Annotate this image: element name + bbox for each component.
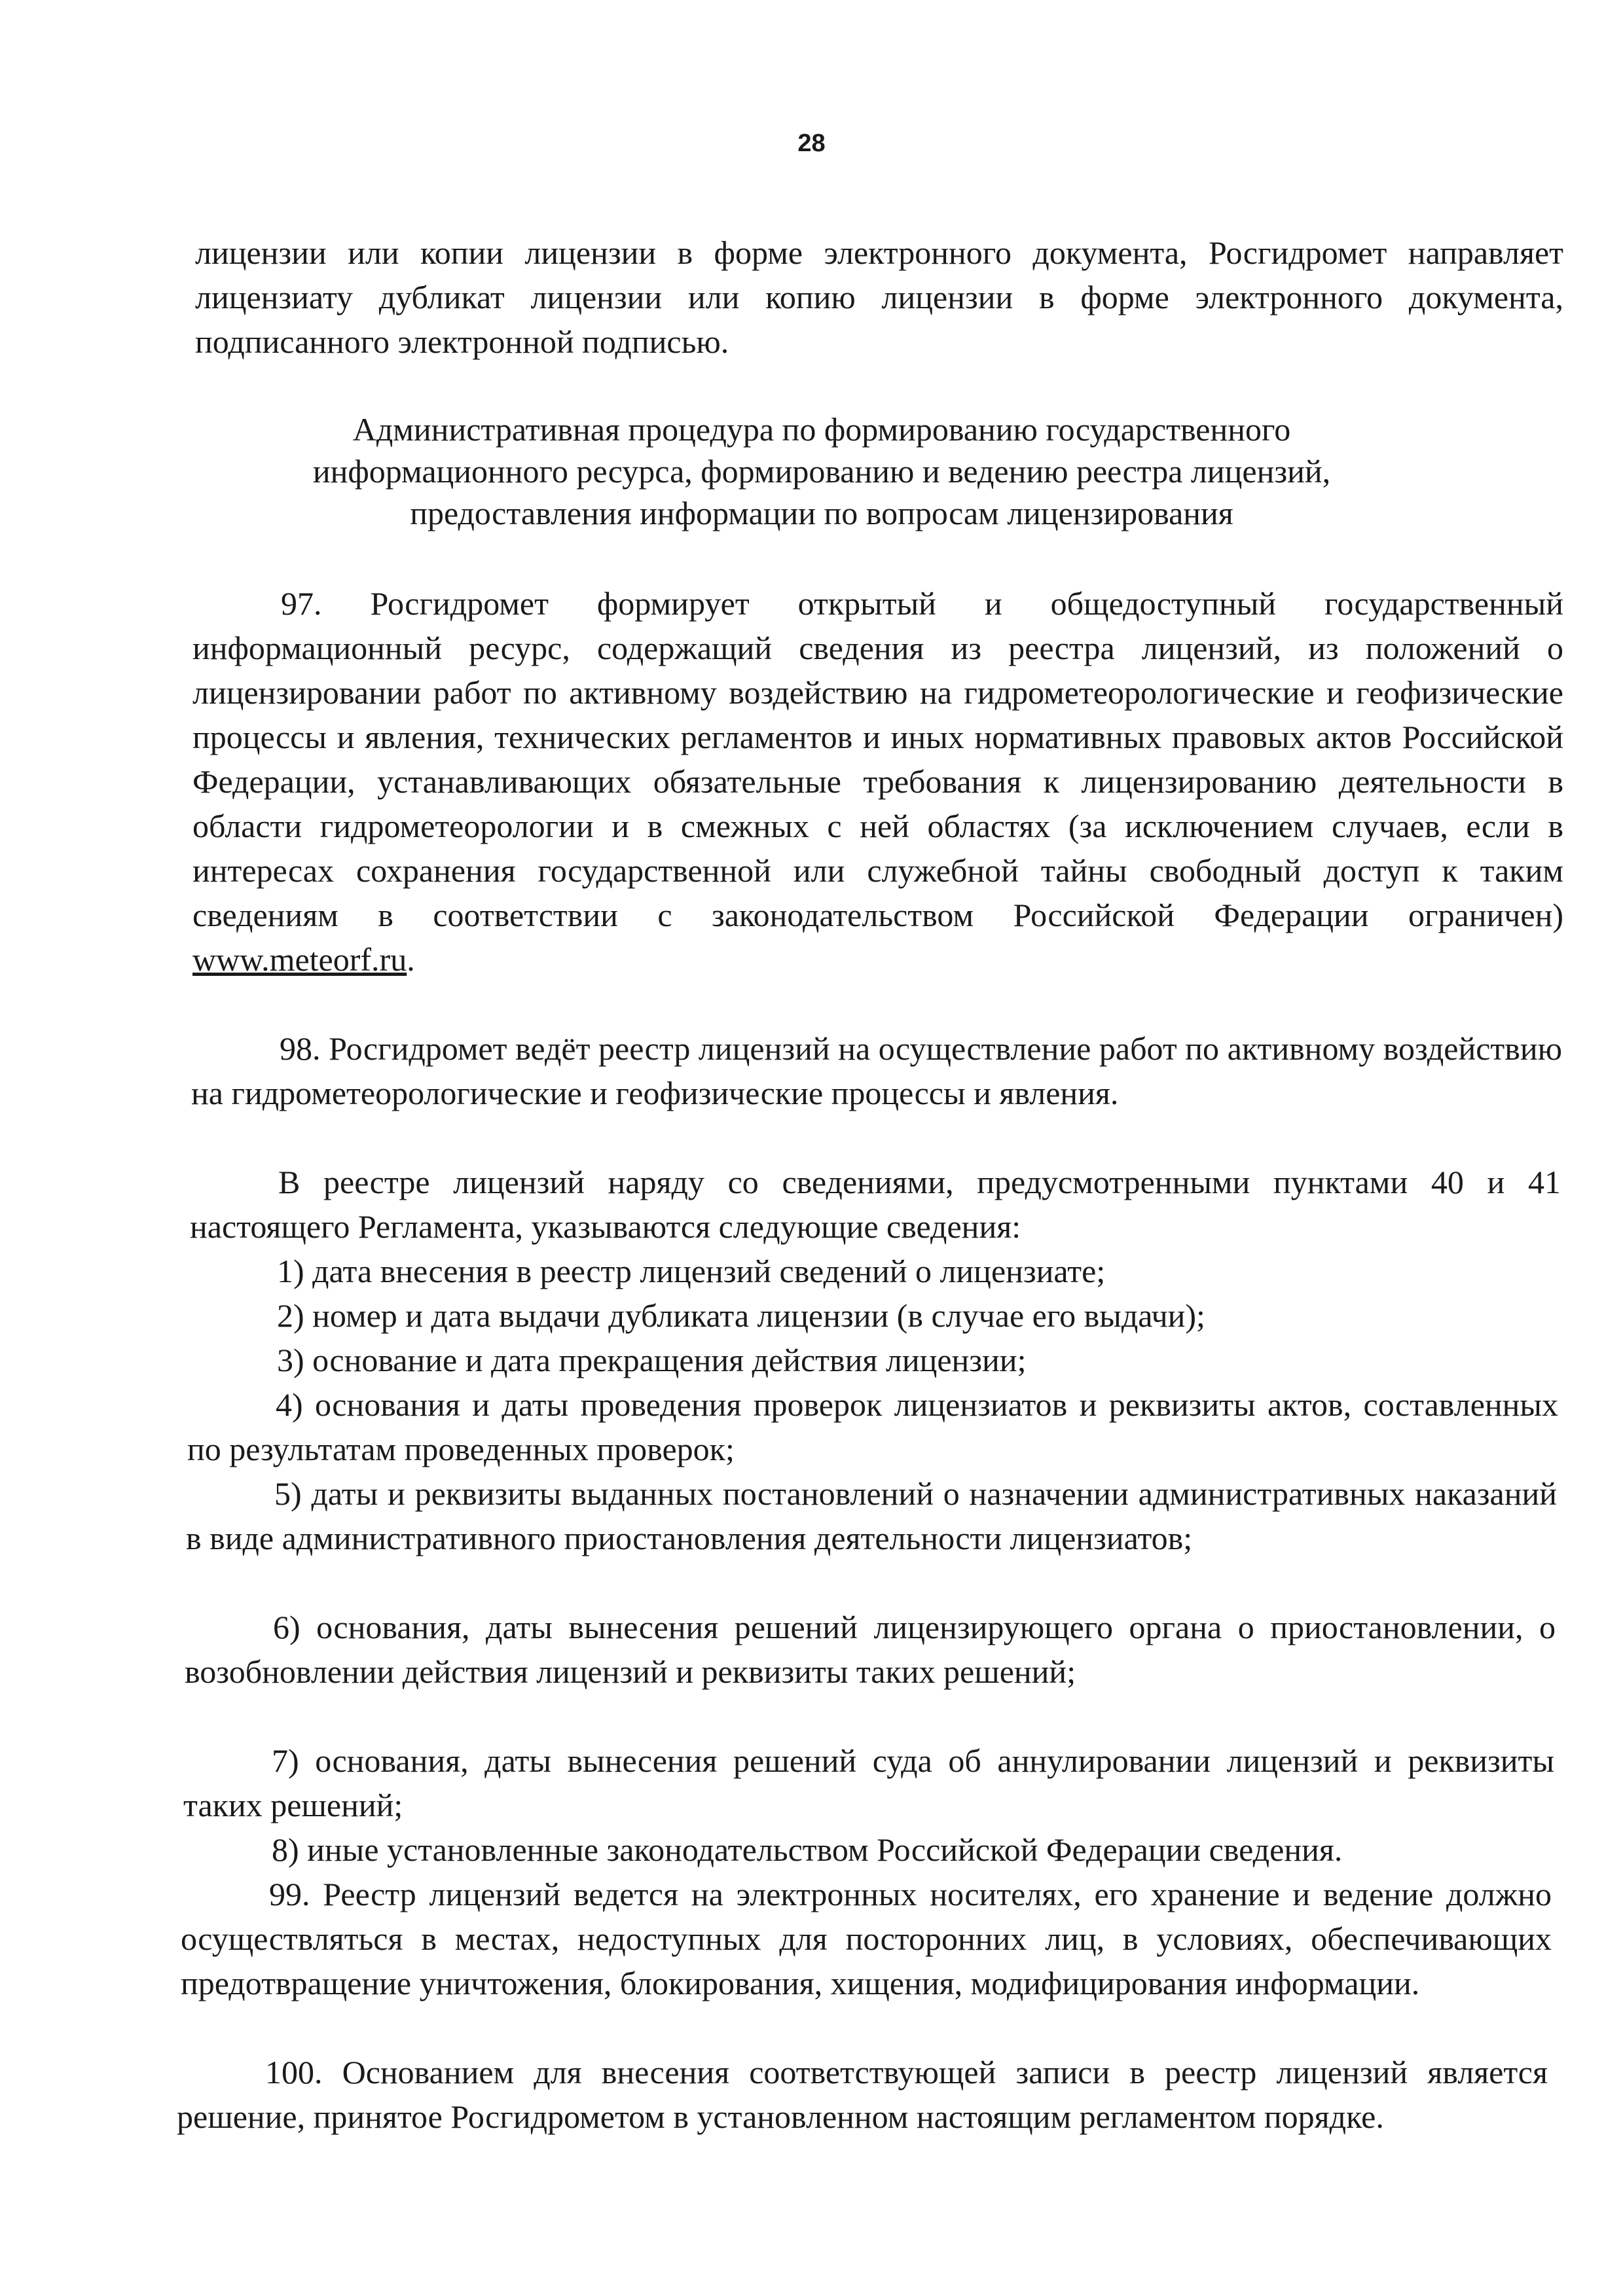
list-item-6: 6) основания, даты вынесения решений лицензирующего органа о приостановлении, о возобновлении действия лицензий и реквизиты таких решений; bbox=[185, 1609, 1556, 1690]
paragraph-98: 98. Росгидромет ведёт реестр лицензий на осуществление работ по активному воздействию на гидрометеорологические и геофизические процессы и явления. bbox=[191, 1030, 1562, 1111]
section-title-line-1: Административная процедура по формированию государственного bbox=[352, 411, 1291, 448]
page-number: 28 bbox=[797, 130, 826, 157]
section-title-line-2: информационного ресурса, формированию и ведению реестра лицензий, bbox=[312, 453, 1331, 490]
meteorf-link[interactable]: www.meteorf.ru bbox=[192, 941, 407, 978]
paragraph-100: 100. Основанием для внесения соответствующей записи в реестр лицензий является решение, принятое Росгидрометом в установленном настоящим регламентом порядке. bbox=[177, 2054, 1548, 2135]
intro-paragraph: лицензии или копии лицензии в форме электронного документа, Росгидромет направляет лицензиату дубликат лицензии или копию лицензии в форме электронного документа, подписанного электронной подписью. bbox=[195, 234, 1563, 360]
paragraph-97-tail: . bbox=[407, 941, 415, 978]
list-item-8: 8) иные установленные законодательством Российской Федерации сведения. bbox=[272, 1831, 1343, 1868]
registry-intro: В реестре лицензий наряду со сведениями, предусмотренными пунктами 40 и 41 настоящего Регламента, указываются следующие сведения: bbox=[190, 1164, 1561, 1245]
paragraph-97 bbox=[192, 581, 1563, 982]
list-item-1: 1) дата внесения в реестр лицензий сведений о лицензиате; bbox=[277, 1253, 1106, 1289]
list-item-4: 4) основания и даты проведения проверок лицензиатов и реквизиты актов, составленных по результатам проведенных проверок; bbox=[187, 1386, 1558, 1467]
paragraph-97-text: 97. Росгидромет формирует открытый и общедоступный государственный информационный ресурс, содержащий сведения из реестра лицензий, из положений о лицензировании работ по активному воздействию на гидрометеорологические и геофизические процессы и явления, технических регламентов и иных нормативных правовых актов Российской Федерации, устанавливающих обязательные требования к лицензированию деятельности в области гидрометеорологии и в смежных с ней областях (за исключением случаев, если в интересах сохранения государственной или служебной тайны свободный доступ к таким сведениям в соответствии с законодательством Российской Федерации ограничен) bbox=[192, 585, 1563, 933]
paragraph-99: 99. Реестр лицензий ведется на электронных носителях, его хранение и ведение должно осуществляться в местах, недоступных для посторонних лиц, в условиях, обеспечивающих предотвращение уничтожения, блокирования, хищения, модифицирования информации. bbox=[181, 1876, 1552, 2001]
list-item-7: 7) основания, даты вынесения решений суда об аннулировании лицензий и реквизиты таких решений; bbox=[183, 1742, 1554, 1823]
list-item-3: 3) основание и дата прекращения действия лицензии; bbox=[277, 1342, 1027, 1378]
list-item-5: 5) даты и реквизиты выданных постановлений о назначении административных наказаний в виде административного приостановления деятельности лицензиатов; bbox=[186, 1475, 1557, 1556]
list-item-2: 2) номер и дата выдачи дубликата лицензии (в случае его выдачи); bbox=[277, 1297, 1205, 1334]
section-title-line-3: предоставления информации по вопросам лицензирования bbox=[410, 495, 1233, 531]
section-title bbox=[216, 408, 1427, 534]
